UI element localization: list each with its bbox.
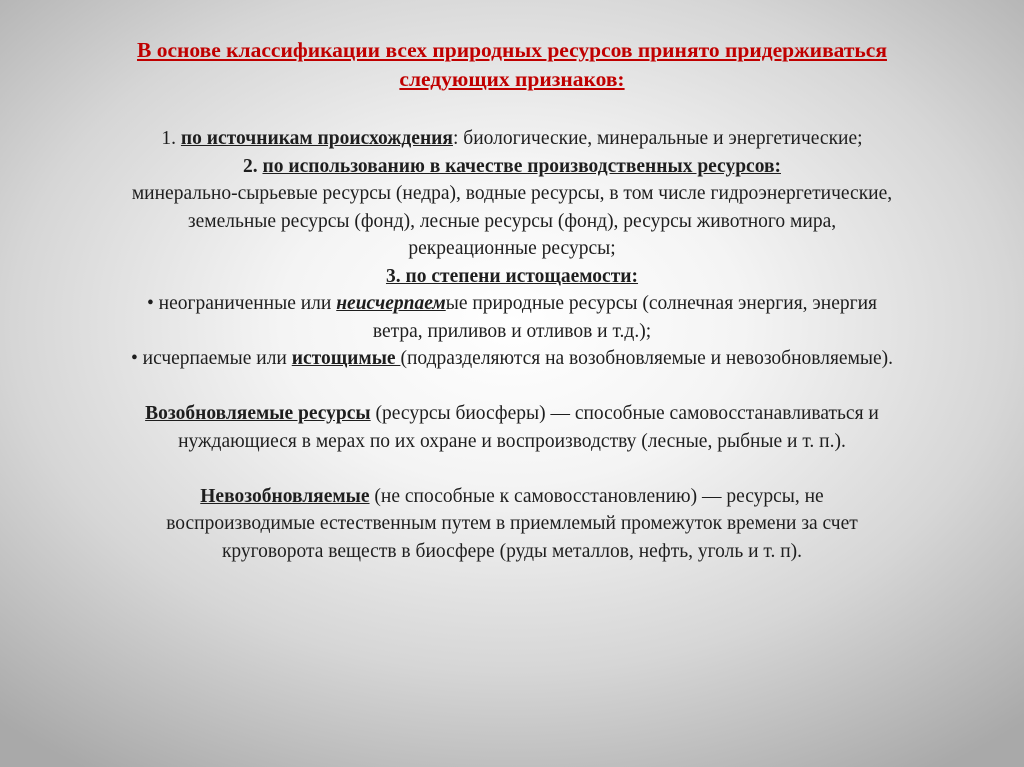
bullet-exhaustible-emphasis: истощимые: [291, 348, 401, 369]
item-3-heading: 3. по степени истощаемости:: [385, 265, 639, 287]
title-line-1: В основе классификации всех природных ресурсов принято придерживаться: [137, 38, 887, 62]
item-1-label: по источникам происхождения: [180, 128, 453, 149]
renewable-line-2: нуждающиеся в мерах по их охране и воспроизводству (лесные, рыбные и т. п.).: [178, 430, 846, 452]
nonrenewable-term: Невозобновляемые: [200, 485, 370, 507]
bullet-unlimited-prefix: • неограниченные или: [146, 293, 337, 314]
nonrenewable-line-2: воспроизводимые естественным путем в приемлемый промежуток времени за счет: [166, 513, 858, 534]
renewable-line-1: [40, 400, 984, 428]
item-1-number: 1.: [161, 128, 177, 149]
spacer: [40, 455, 984, 483]
item-1-text: : биологические, минеральные и энергетические;: [452, 128, 863, 149]
bullet-unlimited: [40, 290, 984, 318]
item-2-line-3: рекреационные ресурсы;: [408, 238, 616, 259]
title-line-2: следующих признаков:: [399, 67, 625, 91]
spacer: [40, 373, 984, 401]
item-2-heading: [40, 153, 984, 181]
bullet-exhaustible-text: (подразделяются на возобновляемые и невозобновляемые).: [400, 348, 894, 369]
renewable-term: Возобновляемые ресурсы: [145, 403, 371, 424]
nonrenewable-text: (не способные к самовосстановлению) — ресурсы, не: [369, 485, 824, 507]
bullet-exhaustible: [40, 345, 984, 373]
nonrenewable-line-3: круговорота веществ в биосфере (руды металлов, нефть, уголь и т. п).: [221, 540, 803, 562]
bullet-exhaustible-prefix: • исчерпаемые или: [130, 348, 292, 369]
bullet-unlimited-text: ые природные ресурсы (солнечная энергия, энергия: [445, 293, 878, 314]
bullet-unlimited-line-2: ветра, приливов и отливов и т.д.);: [372, 320, 652, 342]
item-2-number: 2.: [242, 155, 258, 177]
slide-body: [40, 125, 984, 565]
item-2-line-1: минерально-сырьевые ресурсы (недра), водные ресурсы, в том числе гидроэнергетические,: [131, 183, 893, 204]
renewable-text: (ресурсы биосферы) — способные самовосстанавливаться и: [370, 403, 879, 424]
item-1: [40, 125, 984, 153]
bullet-unlimited-emphasis: неисчерпаем: [336, 293, 446, 314]
nonrenewable-line-1: [40, 483, 984, 511]
item-2-line-2: земельные ресурсы (фонд), лесные ресурсы (фонд), ресурсы животного мира,: [187, 210, 837, 232]
item-2-label: по использованию в качестве производственных ресурсов:: [262, 155, 781, 177]
slide-title: [40, 36, 984, 94]
